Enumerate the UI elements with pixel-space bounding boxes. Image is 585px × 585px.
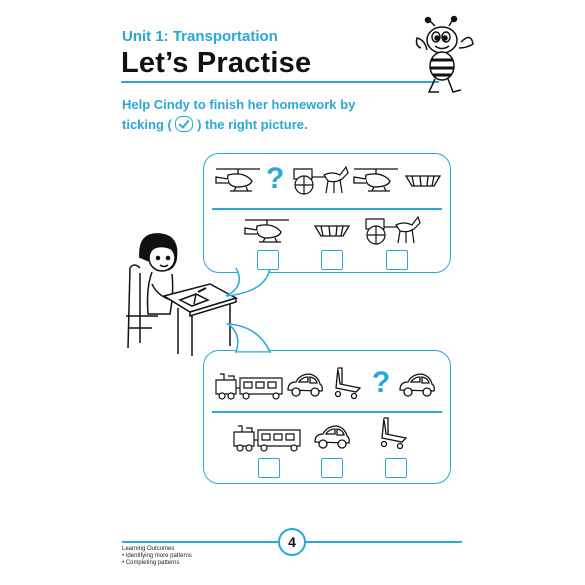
option-train-icon	[232, 422, 302, 452]
panel-1-tail	[226, 268, 276, 298]
unit-title: Unit 1: Transportation	[122, 28, 278, 45]
car-icon	[398, 372, 436, 398]
outcome-item: • Completing patterns	[122, 560, 180, 566]
bee-mascot-icon	[415, 18, 475, 98]
instruction-text-b: ) the right picture.	[197, 117, 308, 132]
option-boat-icon	[313, 222, 351, 240]
question-mark: ?	[266, 162, 285, 195]
page-title: Let’s Practise	[121, 47, 312, 79]
answer-checkbox-train[interactable]	[258, 458, 280, 478]
footer-rule-left	[122, 541, 278, 543]
learning-outcomes	[122, 546, 192, 567]
answer-checkbox-trolley[interactable]	[385, 458, 407, 478]
panel-1-divider	[212, 208, 442, 210]
helicopter-icon	[352, 165, 402, 195]
answer-checkbox-helicopter[interactable]	[257, 250, 279, 270]
question-mark: ?	[372, 366, 391, 399]
answer-checkbox-horse-cart[interactable]	[386, 250, 408, 270]
panel-2-divider	[212, 411, 442, 413]
page-number: 4	[278, 528, 306, 556]
instruction-text-a: ticking (	[122, 117, 172, 132]
horse-cart-icon	[292, 163, 350, 197]
title-underline	[121, 81, 439, 83]
option-trolley-icon	[378, 416, 408, 450]
option-horse-cart-icon	[364, 213, 422, 247]
option-helicopter-icon	[243, 216, 293, 246]
train-icon	[214, 370, 284, 400]
answer-checkbox-car[interactable]	[321, 458, 343, 478]
car-icon	[286, 372, 324, 398]
footer-rule-right	[304, 541, 462, 543]
trolley-icon	[332, 366, 362, 400]
panel-2-tail	[228, 322, 278, 352]
instructions	[122, 95, 452, 135]
instruction-line-2	[122, 115, 452, 135]
outcome-item: • Identifying more patterns	[122, 553, 192, 559]
boat-icon	[404, 172, 442, 190]
answer-checkbox-boat[interactable]	[321, 250, 343, 270]
checkmark-icon	[175, 116, 193, 132]
helicopter-icon	[214, 165, 264, 195]
option-car-icon	[313, 424, 351, 450]
instruction-line-1: Help Cindy to finish her homework by	[122, 97, 356, 112]
outcomes-title: Learning Outcomes	[122, 546, 175, 552]
